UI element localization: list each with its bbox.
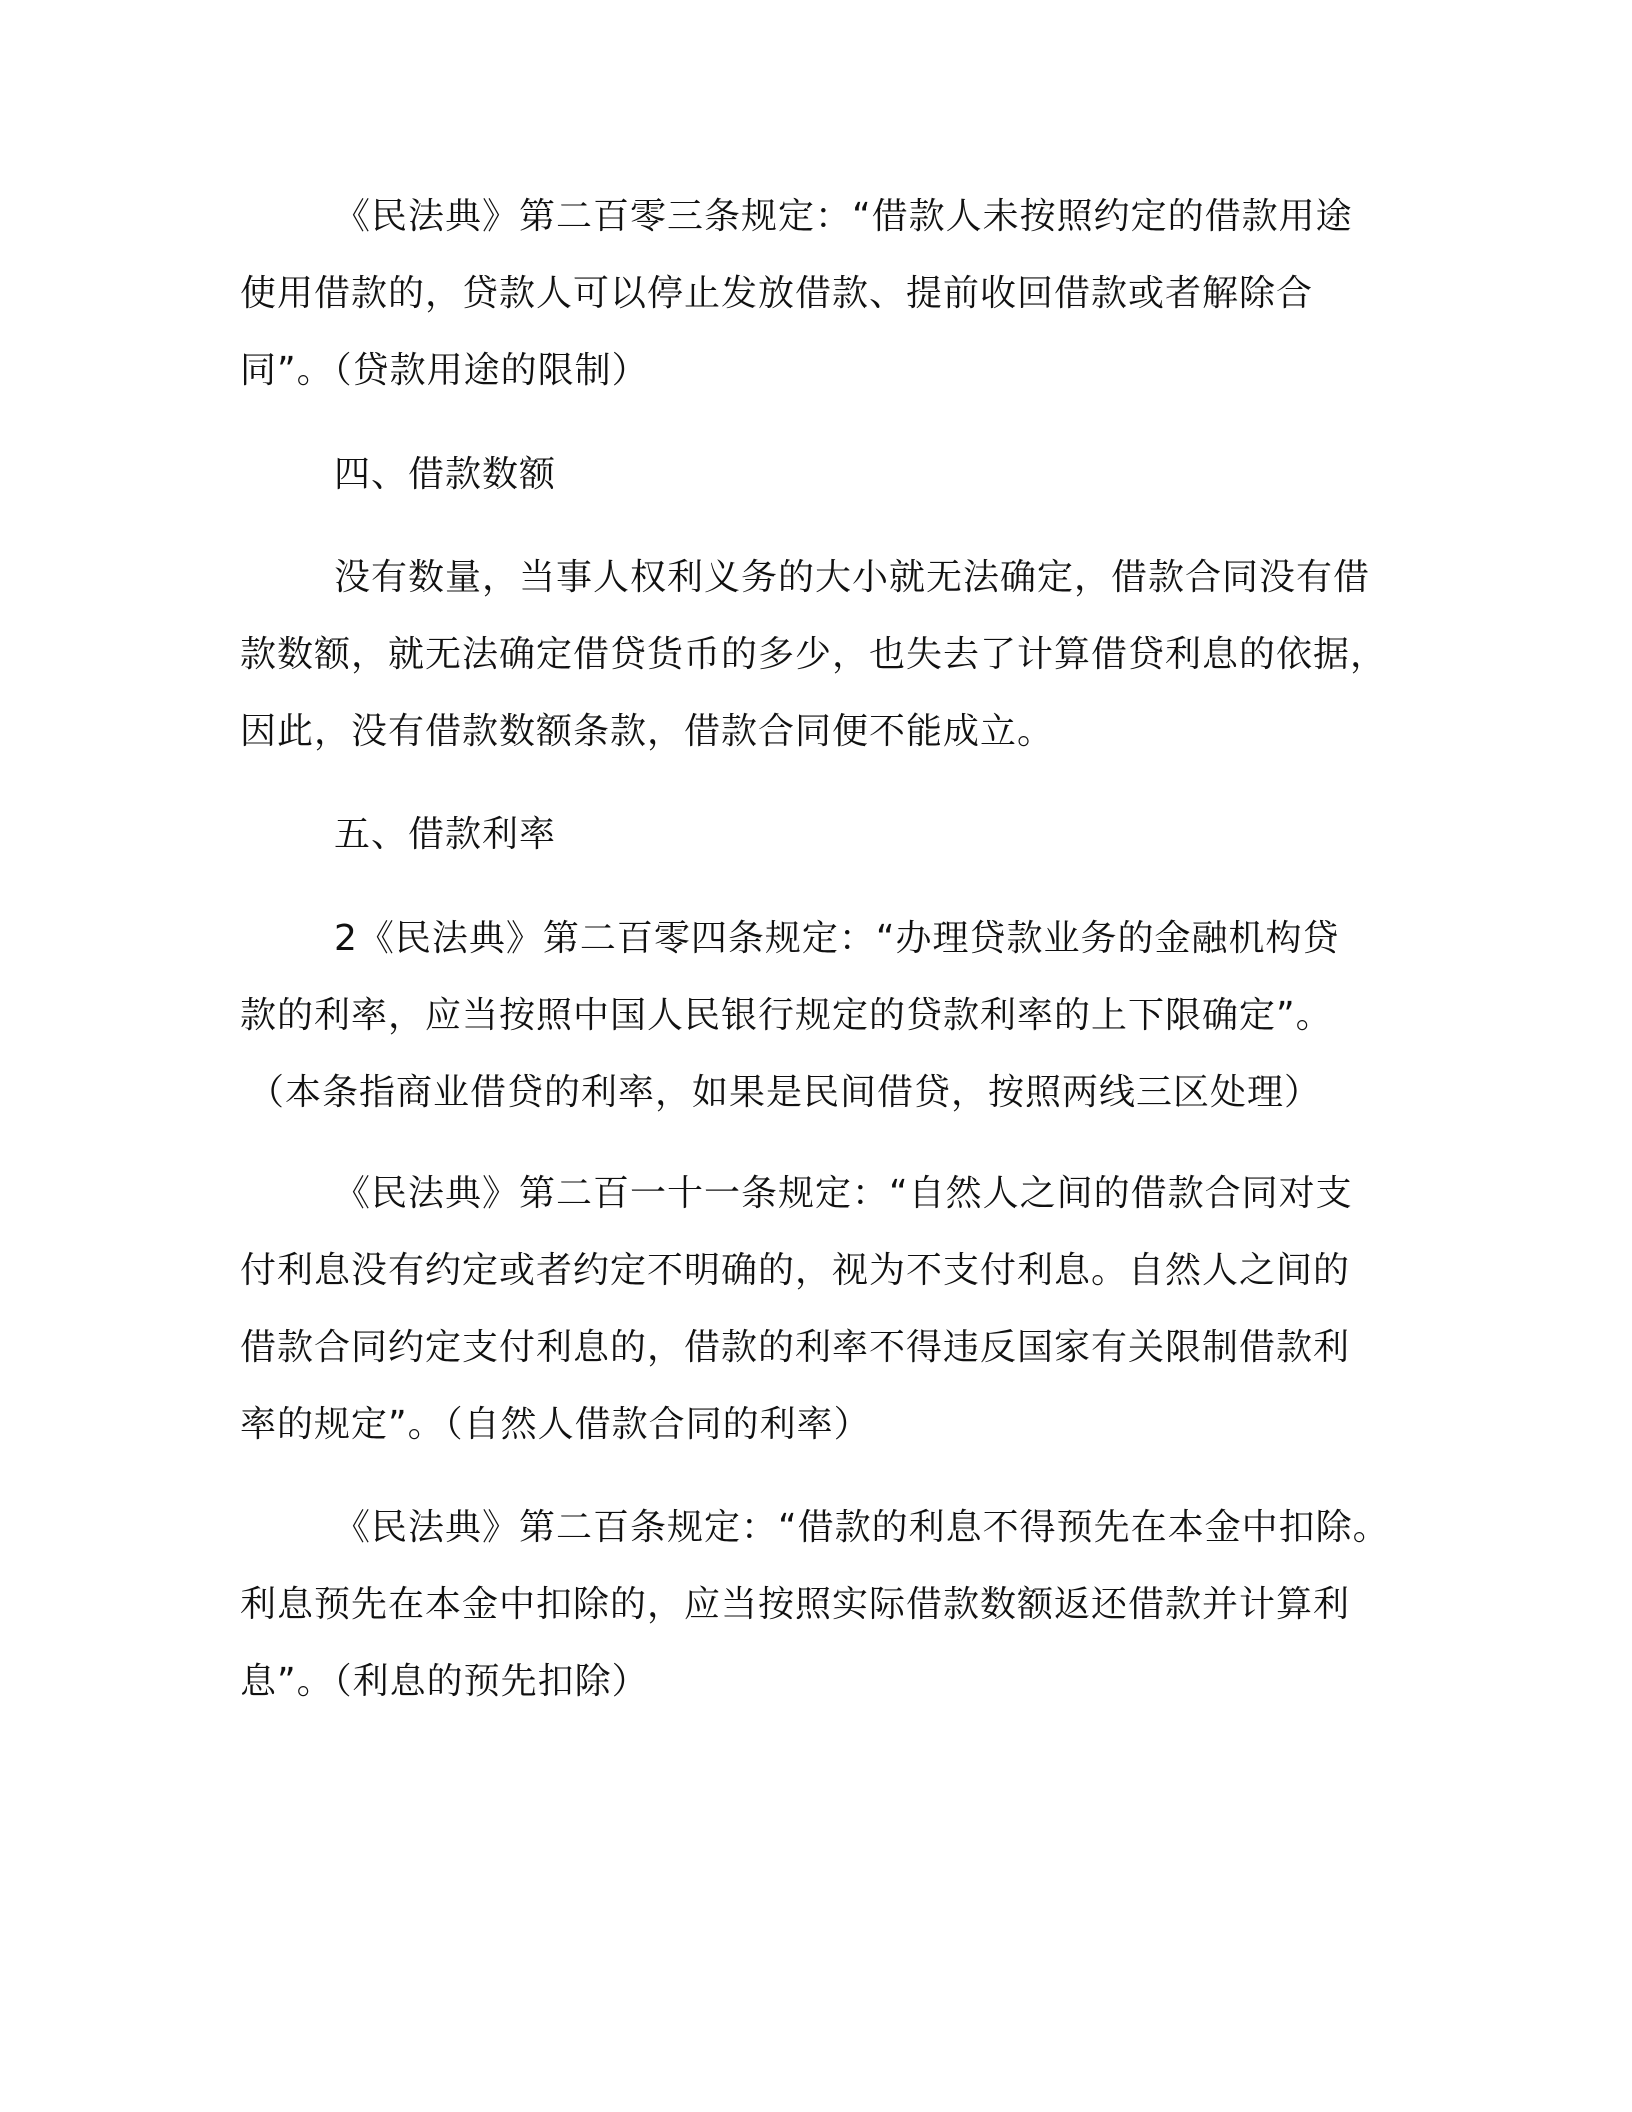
text-line: 《民法典》第二百一十一条规定：“自然人之间的借款合同对支 bbox=[334, 1173, 1353, 1214]
text-line: 息”。（利息的预先扣除） bbox=[240, 1661, 649, 1702]
text-line: 借款合同约定支付利息的，借款的利率不得违反国家有关限制借款利 bbox=[240, 1327, 1351, 1368]
text-line: 因此，没有借款数额条款，借款合同便不能成立。 bbox=[240, 711, 1055, 752]
heading-interest-rate bbox=[240, 796, 1400, 873]
paragraph-article-203 bbox=[240, 178, 1400, 409]
text-line: （本条指商业借贷的利率，如果是民间借贷，按照两线三区处理） bbox=[248, 1072, 1322, 1113]
paragraph-article-204 bbox=[240, 900, 1400, 1131]
section-heading: 五、借款利率 bbox=[334, 814, 557, 855]
text-line: 《民法典》第二百零三条规定：“借款人未按照约定的借款用途 bbox=[334, 196, 1353, 237]
text-line: 率的规定”。（自然人借款合同的利率） bbox=[240, 1404, 871, 1445]
paragraph-article-211 bbox=[240, 1155, 1400, 1463]
text-line: 付利息没有约定或者约定不明确的，视为不支付利息。自然人之间的 bbox=[240, 1250, 1351, 1291]
section-heading: 四、借款数额 bbox=[334, 454, 557, 495]
text-line: 利息预先在本金中扣除的，应当按照实际借款数额返还借款并计算利 bbox=[240, 1584, 1351, 1625]
text-line: 没有数量，当事人权利义务的大小就无法确定，借款合同没有借 bbox=[334, 557, 1371, 598]
text-line: 《民法典》第二百条规定：“借款的利息不得预先在本金中扣除。 bbox=[334, 1507, 1390, 1548]
paragraph-article-200 bbox=[240, 1489, 1400, 1720]
text-line: 使用借款的，贷款人可以停止发放借款、提前收回借款或者解除合 bbox=[240, 273, 1314, 314]
text-line: 同”。（贷款用途的限制） bbox=[240, 350, 649, 391]
text-line: 2《民法典》第二百零四条规定：“办理贷款业务的金融机构贷 bbox=[334, 918, 1340, 959]
text-line: 款数额，就无法确定借贷货币的多少，也失去了计算借贷利息的依据， bbox=[240, 634, 1388, 675]
paragraph-loan-amount bbox=[240, 539, 1400, 770]
heading-loan-amount bbox=[240, 436, 1400, 513]
text-line: 款的利率，应当按照中国人民银行规定的贷款利率的上下限确定”。 bbox=[240, 995, 1333, 1036]
